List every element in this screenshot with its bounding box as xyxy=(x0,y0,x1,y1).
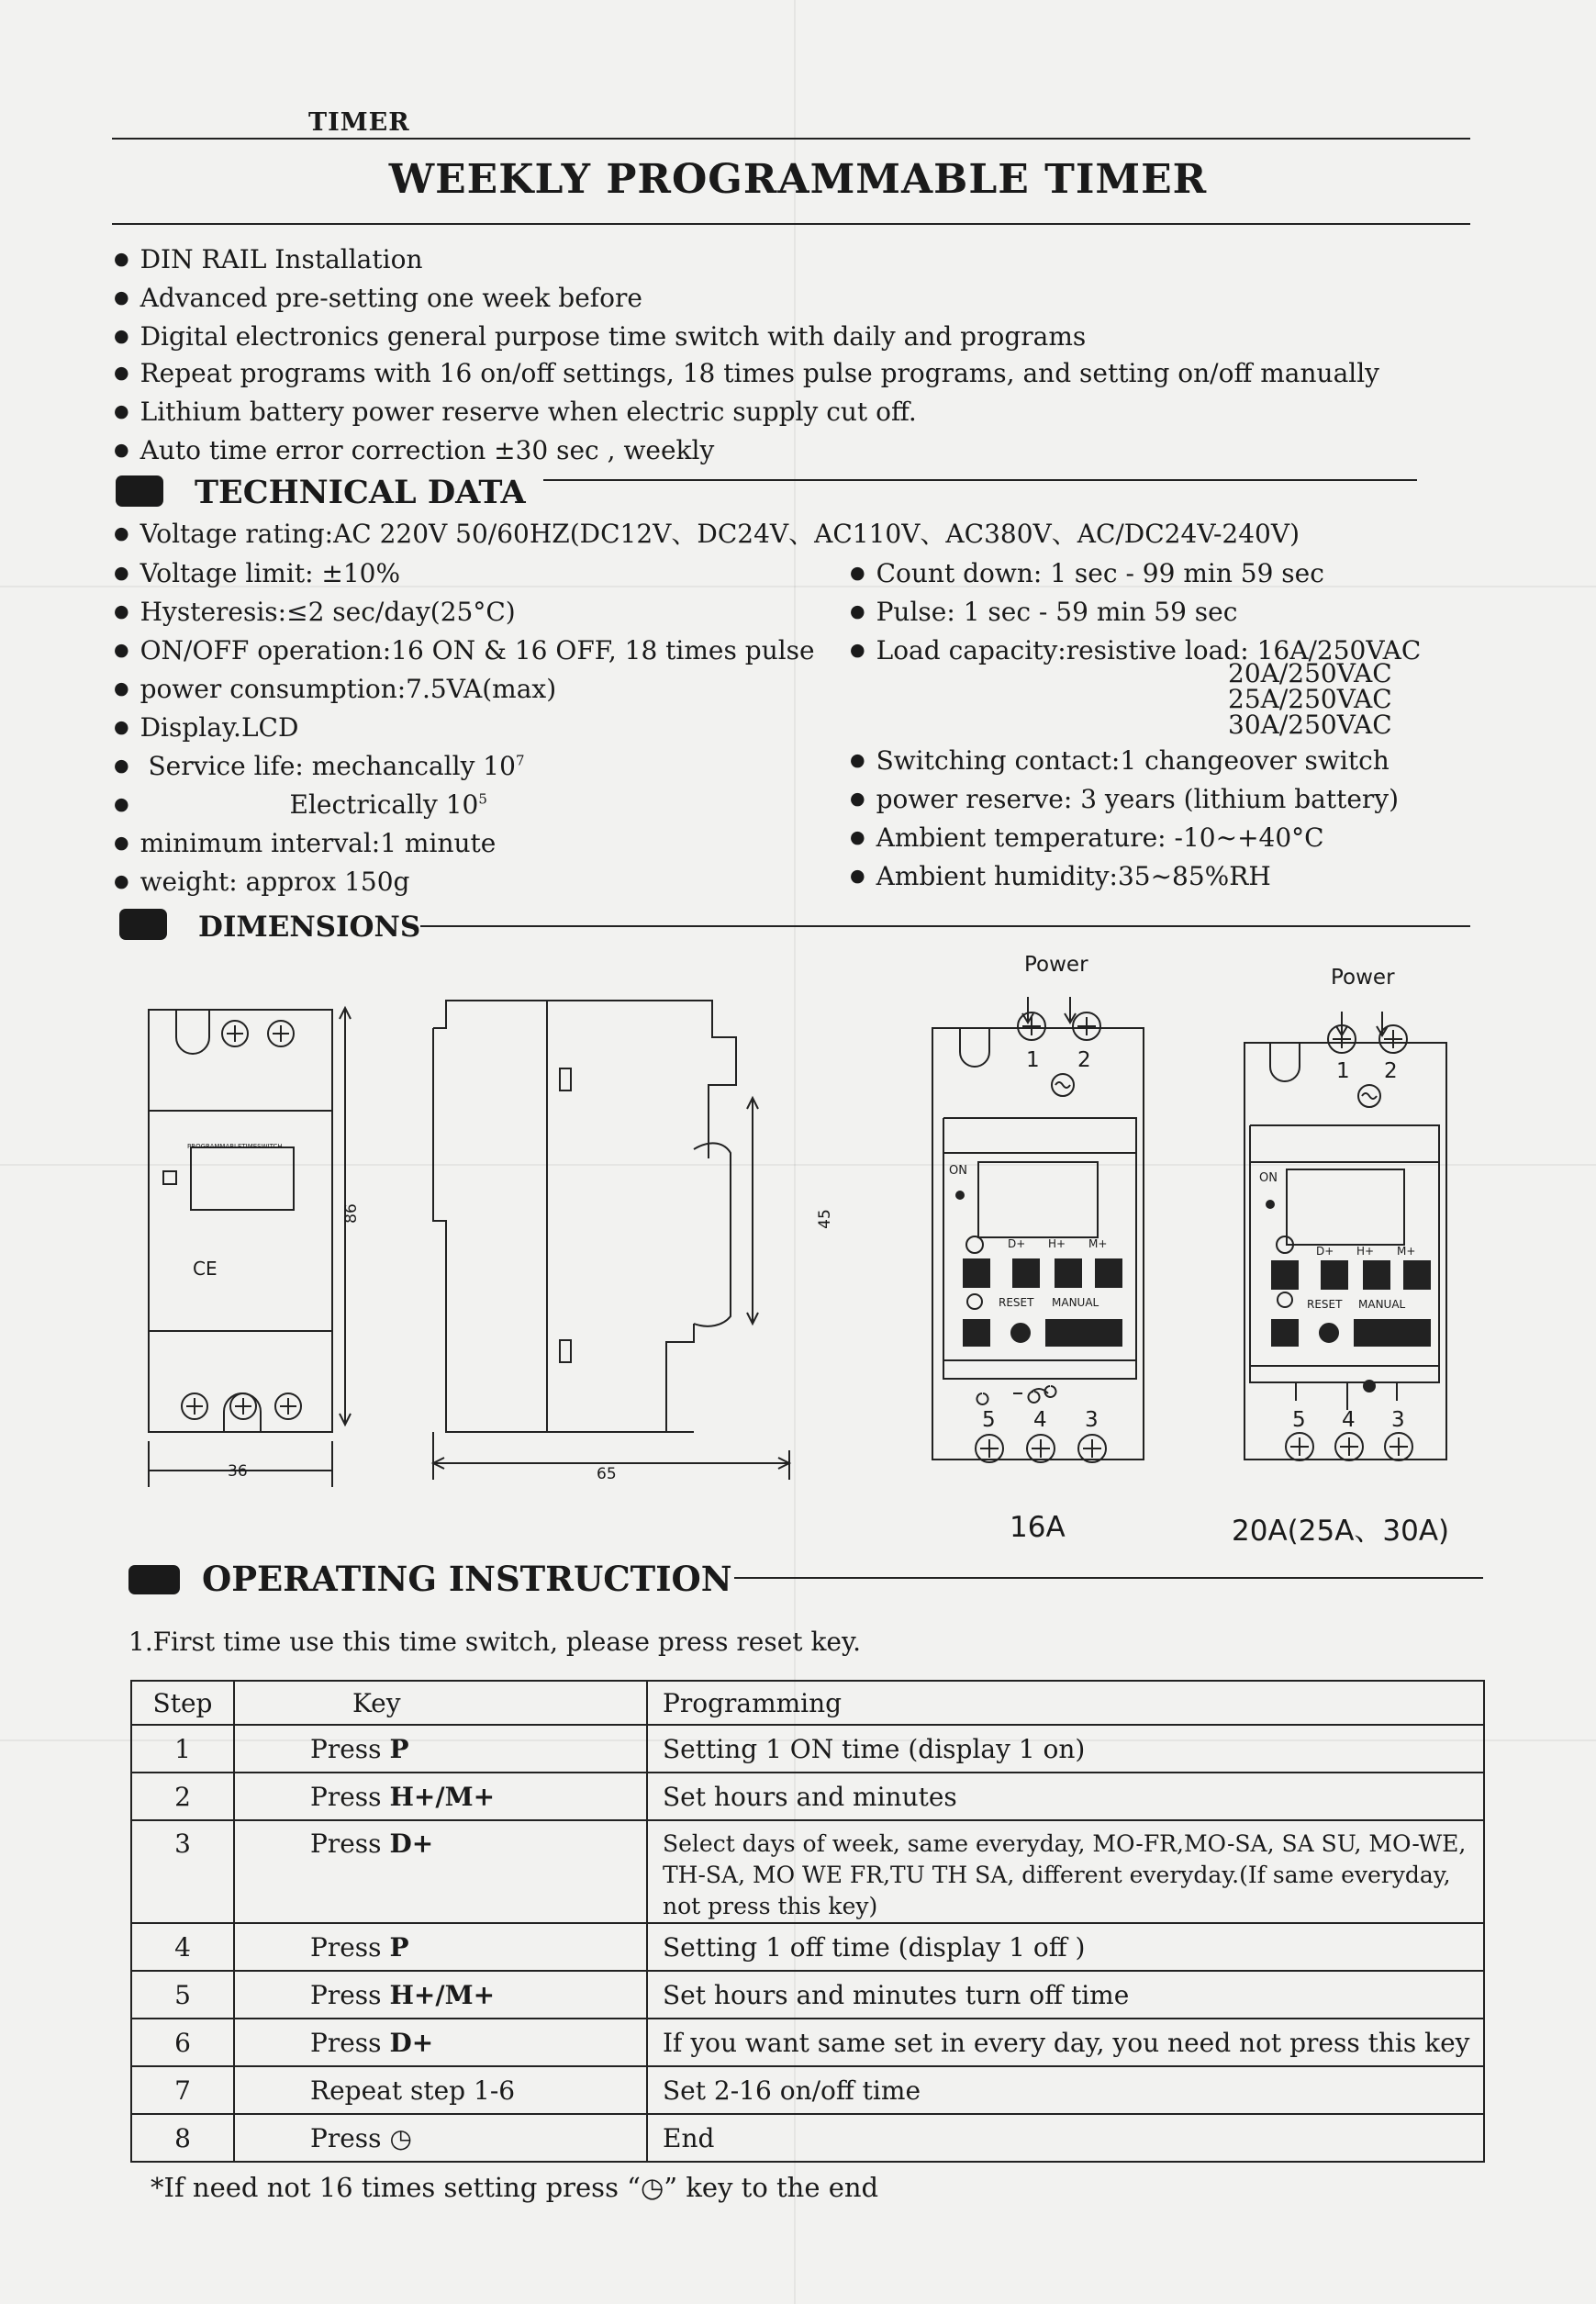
table-row xyxy=(131,1820,1484,1923)
ce-mark: CE xyxy=(193,1258,218,1280)
step-key: Press P xyxy=(234,1725,647,1773)
spec-item: ● Ambient humidity:35~85%RH xyxy=(850,861,1271,891)
on-label: ON xyxy=(949,1164,967,1178)
manual-label: MANUAL xyxy=(1052,1296,1099,1309)
spec-item: ● power reserve: 3 years (lithium battery) xyxy=(850,784,1399,814)
spec-item: ● Voltage limit: ±10% xyxy=(114,558,400,588)
spec-item: ● Display.LCD xyxy=(114,712,298,743)
step-number: 2 xyxy=(131,1773,234,1820)
reset-label: RESET xyxy=(1307,1298,1343,1311)
dimension-inner: 45 xyxy=(815,1209,834,1229)
title-rule xyxy=(112,223,1470,225)
manual-label: MANUAL xyxy=(1358,1298,1406,1311)
side-view-drawing xyxy=(422,991,808,1487)
table-row xyxy=(131,2114,1484,2162)
step-number: 3 xyxy=(131,1820,234,1923)
device-label: PROGRAMMABLETIMESWITCH xyxy=(187,1143,283,1150)
footnote: *If need not 16 times setting press “◷” key to the end xyxy=(151,2172,879,2203)
spec-electrically: ● Electrically $10^5$ xyxy=(114,789,487,820)
terminal-label: 3 xyxy=(1085,1408,1099,1432)
spec-item: ● Switching contact:1 changeover switch xyxy=(850,745,1390,776)
spec-voltage: ● Voltage rating:AC 220V 50/60HZ(DC12V、DC24V、AC110V、AC380V、AC/DC24V-240V) xyxy=(114,514,1300,551)
reset-label: RESET xyxy=(999,1296,1034,1309)
spec-item: ● minimum interval:1 minute xyxy=(114,828,496,858)
spec-item: ● Hysteresis:≤2 sec/day(25°C) xyxy=(114,597,516,627)
terminal-label: 3 xyxy=(1391,1408,1405,1432)
table-row xyxy=(131,1971,1484,2019)
section-heading-dimensions: DIMENSIONS xyxy=(119,909,420,944)
dimension-width: 36 xyxy=(228,1462,248,1481)
step-key: Press D+ xyxy=(234,1820,647,1923)
step-key: Repeat step 1-6 xyxy=(234,2066,647,2114)
key-label: M+ xyxy=(1088,1237,1108,1250)
page-title: WEEKLY PROGRAMMABLE TIMER xyxy=(388,156,1208,203)
step-number: 7 xyxy=(131,2066,234,2114)
model-caption-20a: 20A(25A、30A) xyxy=(1232,1515,1450,1548)
key-label: M+ xyxy=(1397,1245,1416,1258)
section-heading-technical: TECHNICAL DATA xyxy=(116,474,526,511)
step-key: Press H+/M+ xyxy=(234,1971,647,2019)
terminal-label: 2 xyxy=(1077,1048,1091,1072)
section-heading-operating: OPERATING INSTRUCTION xyxy=(128,1559,732,1599)
spec-item: ● ON/OFF operation:16 ON & 16 OFF, 18 times pulse xyxy=(114,635,815,665)
front-view-drawing xyxy=(138,1001,376,1496)
model-caption-16a: 16A xyxy=(1010,1511,1066,1544)
step-programming: Set 2-16 on/off time xyxy=(647,2066,1484,2114)
power-label: Power xyxy=(1024,953,1088,977)
step-key: Press P xyxy=(234,1923,647,1971)
spec-item: ● Pulse: 1 sec - 59 min 59 sec xyxy=(850,597,1237,627)
spec-item: ● weight: approx 150g xyxy=(114,867,409,897)
clock-icon: ◷ xyxy=(389,2122,412,2153)
feature-item: ● Auto time error correction ±30 sec , weekly xyxy=(114,435,714,465)
table-header xyxy=(131,1681,1484,1725)
spec-service-life: ● Service life: mechancally $10^7$ xyxy=(114,751,524,781)
on-label: ON xyxy=(1259,1171,1278,1185)
column-header: Key xyxy=(234,1681,647,1725)
terminal-label: 5 xyxy=(1292,1408,1306,1432)
section-rule xyxy=(543,479,1417,481)
key-label: D+ xyxy=(1008,1237,1026,1250)
terminal-label: 4 xyxy=(1033,1408,1047,1432)
step-programming: End xyxy=(647,2114,1484,2162)
brand-label: TIMER xyxy=(308,108,410,137)
section-marker xyxy=(128,1565,180,1594)
step-programming: If you want same set in every day, you need not press this key xyxy=(647,2019,1484,2066)
column-header: Programming xyxy=(647,1681,1484,1725)
step-number: 4 xyxy=(131,1923,234,1971)
key-label: H+ xyxy=(1356,1245,1375,1258)
step-number: 8 xyxy=(131,2114,234,2162)
terminal-label: 2 xyxy=(1384,1059,1398,1083)
step-number: 5 xyxy=(131,1971,234,2019)
step-number: 6 xyxy=(131,2019,234,2066)
load-capacity-extra: 20A/250VAC 25A/250VAC 30A/250VAC xyxy=(1228,658,1392,740)
step-programming: Set hours and minutes turn off time xyxy=(647,1971,1484,2019)
spec-item: ● Ambient temperature: -10~+40°C xyxy=(850,822,1324,853)
table-row xyxy=(131,2066,1484,2114)
step-programming: Setting 1 ON time (display 1 on) xyxy=(647,1725,1484,1773)
power-label: Power xyxy=(1331,966,1395,990)
dimension-height: 86 xyxy=(341,1203,361,1224)
terminal-label: 1 xyxy=(1026,1048,1040,1072)
section-rule xyxy=(420,925,1470,927)
section-rule xyxy=(734,1577,1483,1579)
terminal-label: 4 xyxy=(1342,1408,1356,1432)
feature-item: ● DIN RAIL Installation xyxy=(114,244,422,274)
feature-item: ● Advanced pre-setting one week before xyxy=(114,283,642,313)
feature-item: ● Digital electronics general purpose time switch with daily and programs xyxy=(114,321,1086,352)
operating-intro: 1.First time use this time switch, please press reset key. xyxy=(128,1627,861,1657)
key-label: D+ xyxy=(1316,1245,1334,1258)
table-row xyxy=(131,2019,1484,2066)
column-header: Step xyxy=(131,1681,234,1725)
feature-item: ● Repeat programs with 16 on/off settings, 18 times pulse programs, and setting on/off manually xyxy=(114,358,1379,388)
step-key: Press H+/M+ xyxy=(234,1773,647,1820)
spec-item: ● Load capacity:resistive load: 16A/250VAC xyxy=(850,635,1421,665)
step-programming: Setting 1 off time (display 1 off ) xyxy=(647,1923,1484,1971)
key-label: H+ xyxy=(1048,1237,1066,1250)
table-row xyxy=(131,1725,1484,1773)
step-programming: Select days of week, same everyday, MO-FR,MO-SA, SA SU, MO-WE, TH-SA, MO WE FR,TU TH SA, different everyday.(If same everyday, not press this key) xyxy=(647,1820,1484,1923)
spec-item: ● Count down: 1 sec - 99 min 59 sec xyxy=(850,558,1324,588)
spec-item: ● power consumption:7.5VA(max) xyxy=(114,674,556,704)
section-marker xyxy=(119,909,167,940)
header-rule xyxy=(112,138,1470,140)
table-row xyxy=(131,1923,1484,1971)
step-programming: Set hours and minutes xyxy=(647,1773,1484,1820)
step-number: 1 xyxy=(131,1725,234,1773)
table-row xyxy=(131,1773,1484,1820)
dimension-depth: 65 xyxy=(597,1465,617,1483)
step-key: Press D+ xyxy=(234,2019,647,2066)
terminal-label: 5 xyxy=(982,1408,996,1432)
step-key: Press ◷ xyxy=(234,2114,647,2162)
terminal-label: 1 xyxy=(1336,1059,1350,1083)
feature-item: ● Lithium battery power reserve when electric supply cut off. xyxy=(114,397,917,427)
steps-table xyxy=(130,1680,1485,2163)
section-marker xyxy=(116,475,163,507)
